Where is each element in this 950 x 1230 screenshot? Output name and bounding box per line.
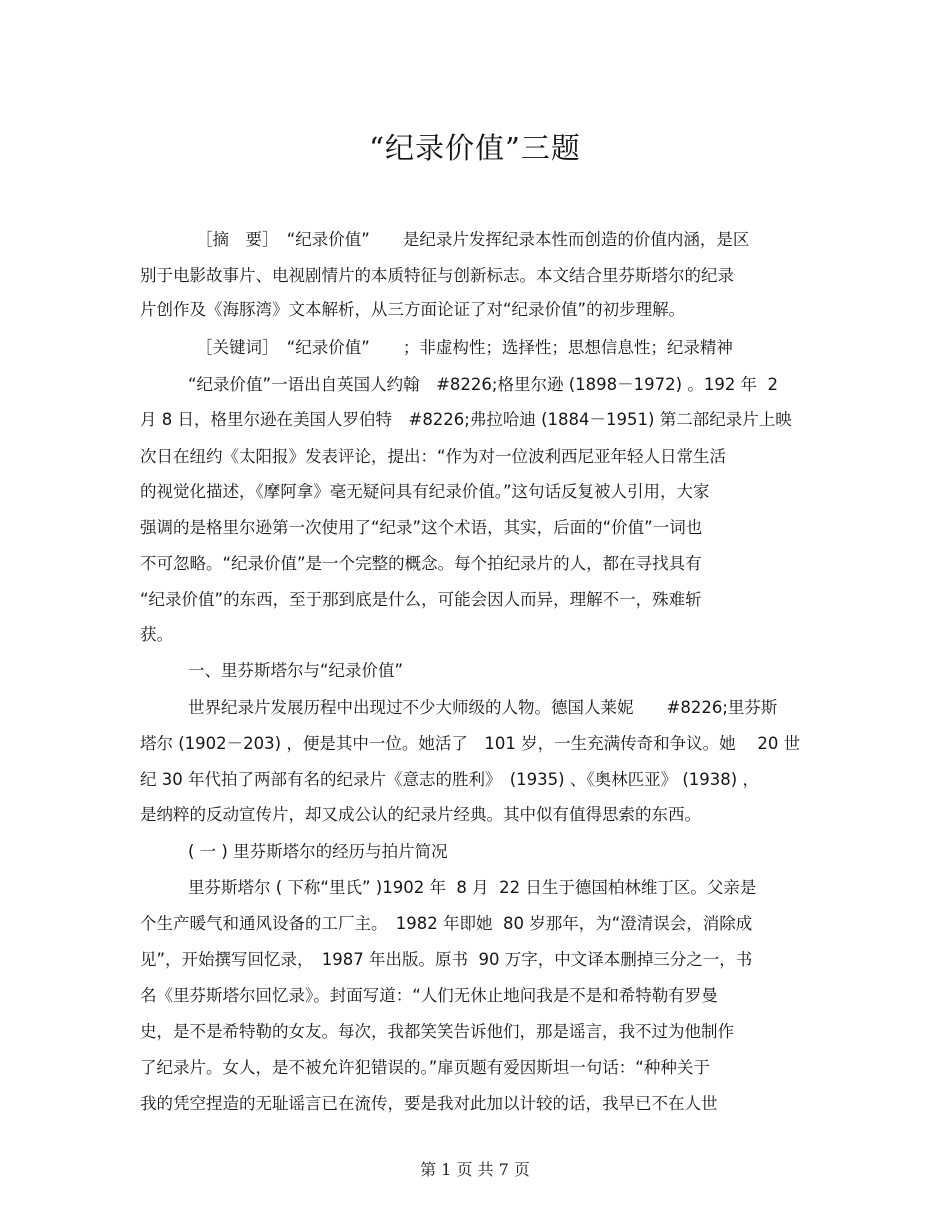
body-line: 获。 bbox=[140, 625, 173, 644]
page-number-footer: 第 1 页 共 7 页 bbox=[420, 1160, 530, 1179]
body-line: 月 8 日，格里尔逊在美国人罗伯特 #8226;弗拉哈迪 (1884－1951) 第二部纪录片上映 bbox=[140, 410, 792, 429]
body-line: 我的凭空捏造的无耻谣言已在流传，要是我对此加以计较的话，我早已不在人世 bbox=[140, 1094, 718, 1113]
body-line: 了纪录片。女人，是不被允许犯错误的。”扉页题有爱因斯坦一句话：“种种关于 bbox=[140, 1058, 710, 1077]
body-line: 世界纪录片发展历程中出现过不少大师级的人物。德国人莱妮 #8226;里芬斯 bbox=[188, 698, 778, 717]
body-line: 塔尔 (1902－203) ，便是其中一位。她活了 101 岁，一生充满传奇和争议。她 20 世 bbox=[140, 734, 801, 753]
abstract-line: 片创作及《海豚湾》文本解析，从三方面论证了对“纪录价值”的初步理解。 bbox=[140, 300, 686, 319]
body-line: “纪录价值”一语出自英国人约翰 #8226;格里尔逊 (1898－1972) 。192 年 2 bbox=[188, 375, 779, 394]
subsection-heading: ( 一 ) 里芬斯塔尔的经历与拍片简况 bbox=[188, 842, 448, 861]
body-line: 个生产暖气和通风设备的工厂主。 1982 年即她 80 岁那年，为“澄清误会，消除成 bbox=[140, 914, 753, 933]
document-title: “纪录价值”三题 bbox=[369, 131, 581, 165]
body-line: 纪 30 年代拍了两部有名的纪录片《意志的胜利》 (1935) 、《奥林匹亚》 (1938) ， bbox=[140, 770, 759, 789]
body-line: 次日在纽约《太阳报》发表评论，提出：“作为对一位波利西尼亚年轻人日常生活 bbox=[140, 447, 727, 466]
section-heading: 一、里芬斯塔尔与“纪录价值” bbox=[188, 661, 404, 680]
body-line: 里芬斯塔尔 ( 下称“里氏” )1902 年 8 月 22 日生于德国柏林维丁区。父亲是 bbox=[188, 878, 757, 897]
body-line: 名《里芬斯塔尔回忆录》。封面写道：“人们无休止地问我是不是和希特勒有罗曼 bbox=[140, 986, 718, 1005]
body-line: “纪录价值”的东西，至于那到底是什么，可能会因人而异，理解不一，殊难斩 bbox=[140, 590, 702, 609]
keywords-line: ［关键词］ “纪录价值” ；非虚构性；选择性；思想信息性；纪录精神 bbox=[196, 338, 733, 357]
body-line: 史，是不是希特勒的女友。每次，我都笑笑告诉他们，那是谣言，我不过为他制作 bbox=[140, 1022, 734, 1041]
abstract-line: 别于电影故事片、电视剧情片的本质特征与创新标志。本文结合里芬斯塔尔的纪录 bbox=[140, 266, 734, 285]
body-line: 的视觉化描述，《摩阿拿》毫无疑问具有纪录价值。”这句话反复被人引用，大家 bbox=[140, 482, 710, 501]
body-line: 强调的是格里尔逊第一次使用了“纪录”这个术语，其实，后面的“价值”一词也 bbox=[140, 518, 703, 537]
abstract-line: ［摘 要］ “纪录价值” 是纪录片发挥纪录本性而创造的价值内涵，是区 bbox=[196, 230, 750, 249]
body-line: 是纳粹的反动宣传片，却又成公认的纪录片经典。其中似有值得思索的东西。 bbox=[140, 805, 701, 824]
body-line: 不可忽略。“纪录价值”是一个完整的概念。每个拍纪录片的人，都在寻找具有 bbox=[140, 554, 702, 573]
body-line: 见”，开始撰写回忆录， 1987 年出版。原书 90 万字，中文译本删掉三分之一，书 bbox=[140, 950, 753, 969]
